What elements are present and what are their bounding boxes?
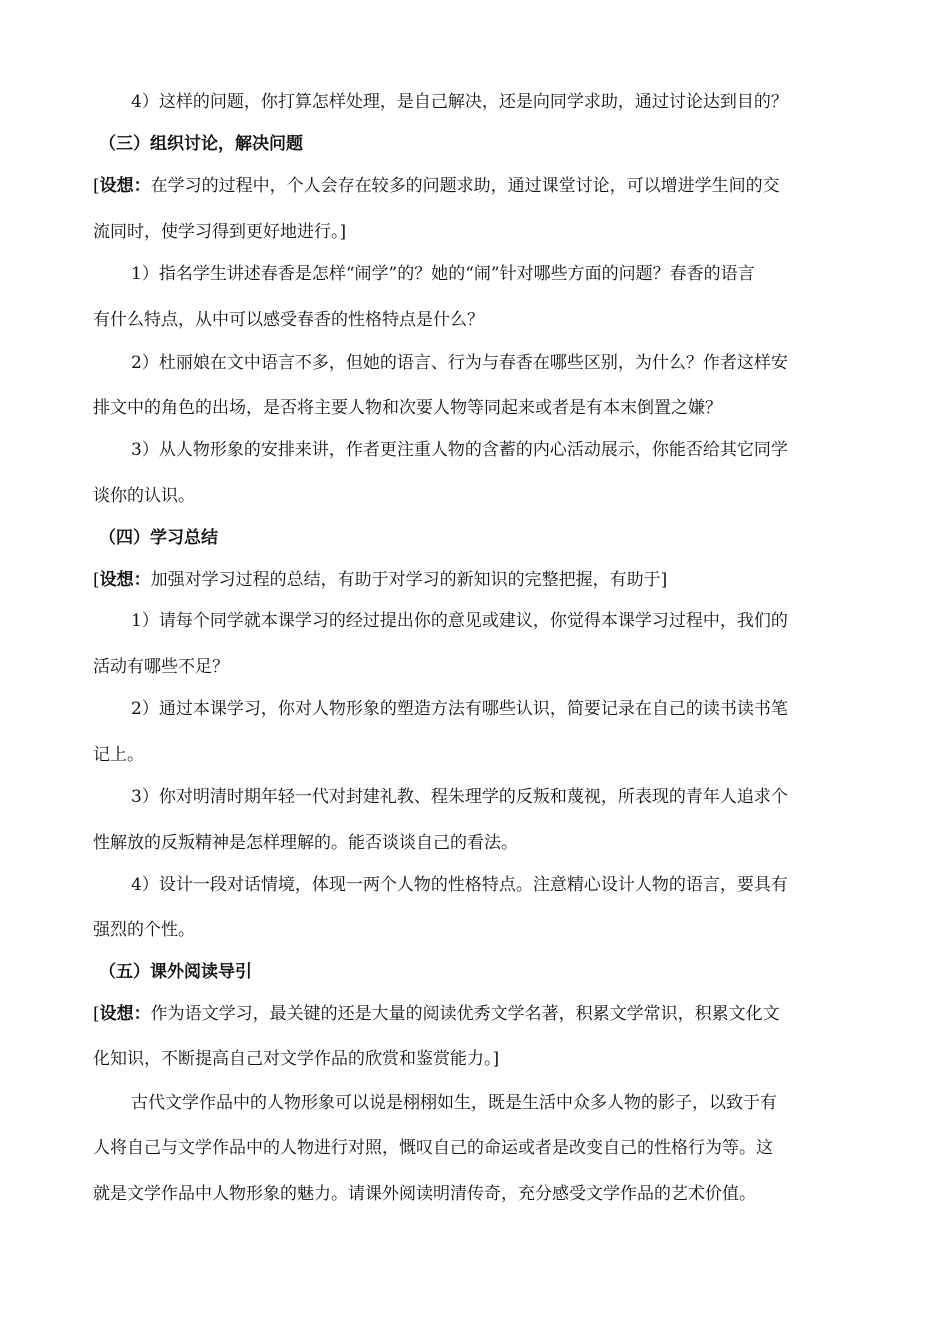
section-4-q1-line-1: 1）请每个同学就本课学习的经过提出你的意见或建议，你觉得本课学习过程中，我们的 — [131, 611, 788, 631]
section-4-q1-line-2: 活动有哪些不足？ — [93, 657, 229, 677]
section-4-q4-line-1: 4）设计一段对话情境，体现一两个人物的性格特点。注意精心设计人物的语言，要具有 — [131, 875, 788, 895]
section-3-q3-line-2: 谈你的认识。 — [93, 486, 195, 506]
section-4-q3-line-1: 3）你对明清时期年轻一代对封建礼教、程朱理学的反叛和蔑视，所表现的青年人追求个 — [131, 787, 788, 807]
design-label: 设想： — [99, 570, 151, 590]
section-3-q2-line-1: 2）杜丽娘在文中语言不多，但她的语言、行为与春香在哪些区别，为什么？作者这样安 — [131, 353, 788, 373]
design-bracket: [ — [93, 176, 100, 196]
design-text: 在学习的过程中，个人会存在较多的问题求助，通过课堂讨论，可以增进学生间的交 — [150, 176, 780, 196]
section-5-title: （五）课外阅读导引 — [99, 962, 252, 982]
section-4-q4-line-2: 强烈的个性。 — [93, 920, 195, 940]
section-5-design-line-1 — [93, 1002, 780, 1026]
section-5-paragraph-line-3: 就是文学作品中人物形象的魅力。请课外阅读明清传奇，充分感受文学作品的艺术价值。 — [93, 1184, 756, 1204]
section-4-q2-line-2: 记上。 — [93, 745, 144, 765]
section-4-design-line-1 — [93, 568, 667, 592]
section-3-design-line-2: 流同时，使学习得到更好地进行。] — [93, 222, 347, 242]
design-text: 加强对学习过程的总结，有助于对学习的新知识的完整把握，有助于] — [150, 570, 668, 590]
section-3-q1-line-2: 有什么特点，从中可以感受春香的性格特点是什么？ — [93, 310, 484, 330]
section-3-title: （三）组织讨论，解决问题 — [99, 134, 303, 154]
design-label: 设想： — [99, 1004, 151, 1024]
section-4-q2-line-1: 2）通过本课学习，你对人物形象的塑造方法有哪些认识，简要记录在自己的读书读书笔 — [131, 699, 788, 719]
section-3-q2-line-2: 排文中的角色的出场，是否将主要人物和次要人物等同起来或者是有本末倒置之嫌？ — [93, 398, 722, 418]
design-label: 设想： — [99, 176, 151, 196]
section-4-title: （四）学习总结 — [99, 528, 218, 548]
section-3-q3-line-1: 3）从人物形象的安排来讲，作者更注重人物的含蓄的内心活动展示，你能否给其它同学 — [131, 440, 788, 460]
section-5-design-line-2: 化知识，不断提高自己对文学作品的欣赏和鉴赏能力。] — [93, 1049, 500, 1069]
section-5-paragraph-line-2: 人将自己与文学作品中的人物进行对照，慨叹自己的命运或者是改变自己的性格行为等。这 — [93, 1138, 773, 1158]
section-5-paragraph-line-1: 古代文学作品中的人物形象可以说是栩栩如生，既是生活中众多人物的影子，以致于有 — [131, 1093, 777, 1113]
section-3-design-line-1 — [93, 174, 780, 198]
section-4-q3-line-2: 性解放的反叛精神是怎样理解的。能否谈谈自己的看法。 — [93, 833, 518, 853]
design-bracket: [ — [93, 1004, 100, 1024]
design-text: 作为语文学习，最关键的还是大量的阅读优秀文学名著，积累文学常识，积累文化文 — [150, 1004, 780, 1024]
design-bracket: [ — [93, 570, 100, 590]
question-4: 4）这样的问题，你打算怎样处理，是自己解决，还是向同学求助，通过讨论达到目的？ — [131, 92, 788, 112]
section-3-q1-line-1: 1）指名学生讲述春香是怎样“闹学”的？她的“闹”针对哪些方面的问题？春香的语言 — [131, 264, 755, 284]
